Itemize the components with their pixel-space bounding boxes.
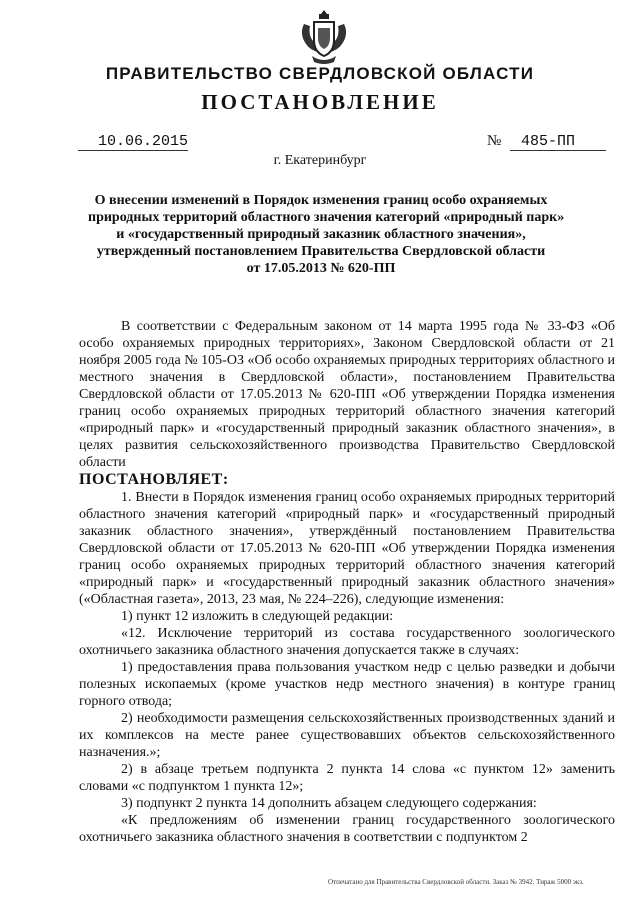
document-number: 485-ПП	[521, 133, 576, 150]
body-paragraph: 3) подпункт 2 пункта 14 дополнить абзацем следующего содержания:	[121, 796, 537, 811]
coat-of-arms-emblem	[298, 8, 350, 66]
date-underline	[78, 150, 188, 151]
title-line: природных территорий областного значения категорий «природный парк»	[88, 210, 565, 225]
body-paragraph: 2) необходимости размещения сельскохозяйственных производственных зданий и их комплексов на месте ранее существовавших объектов сельскохозяйственного назначения.»;	[79, 711, 615, 760]
body-paragraph: 1. Внести в Порядок изменения границ особо охраняемых природных территорий областного значения категорий «природный парк» и «государственный природный заказник областного значения», утверждённый постановлением Правительства Свердловской области от 17.05.2013 № 620-ПП «Об утверждении Порядка изменения границ особо охраняемых природных территорий областного значения категорий «природный парк» и «государственный природный заказник областного значения» («Областная газета», 2013, 23 мая, № 224–226), следующие изменения:	[79, 490, 615, 607]
title-line: и «государственный природный заказник областного значения»,	[116, 227, 526, 242]
body-paragraph: 1) предоставления права пользования участком недр с целью разведки и добычи полезных ископаемых (кроме участков недр местного значения) в контуре границ горного отвода;	[79, 660, 615, 709]
organization-name: ПРАВИТЕЛЬСТВО СВЕРДЛОВСКОЙ ОБЛАСТИ	[105, 64, 535, 83]
body-paragraph: «К предложениям об изменении границ государственного зоологического охотничьего заказника областного значения в соответствии с подпунктом 2	[79, 813, 615, 845]
city: г. Екатеринбург	[273, 153, 367, 168]
body-paragraph: 2) в абзаце третьем подпункта 2 пункта 14 слова «с пунктом 12» заменить словами «с подпунктом 1 пункта 12»;	[79, 762, 615, 794]
number-sign: №	[487, 133, 502, 149]
body-paragraph: «12. Исключение территорий из состава государственного зоологического охотничьего заказника областного значения допускается также в случаях:	[79, 626, 615, 658]
document-title	[88, 192, 565, 277]
document-type: ПОСТАНОВЛЕНИЕ	[201, 90, 439, 114]
title-line: утвержденный постановлением Правительства Свердловской области	[96, 244, 546, 259]
print-footer: Отпечатано для Правительства Свердловской области. Заказ № 3942. Тираж 5000 экз.	[328, 878, 584, 886]
decree-word: ПОСТАНОВЛЯЕТ:	[79, 471, 229, 488]
preamble-paragraph: В соответствии с Федеральным законом от 14 марта 1995 года № 33-ФЗ «Об особо охраняемых природных территориях», Законом Свердловской области от 21 ноября 2005 года № 105-ОЗ «Об особо охраняемых природных территориях областного и местного значения в Свердловской области», постановлением Правительства Свердловской области от 17.05.2013 № 620-ПП «Об утверждении Порядка изменения границ особо охраняемых природных территорий областного значения категорий «природный парк» и «государственный природный заказник областного значения», в целях развития сельскохозяйственного производства Правительство Свердловской области	[79, 319, 615, 470]
document-body	[79, 318, 615, 846]
body-paragraph: 1) пункт 12 изложить в следующей редакции:	[121, 609, 394, 624]
number-underline	[510, 150, 606, 151]
document-date: 10.06.2015	[98, 133, 189, 150]
title-line: от 17.05.2013 № 620-ПП	[246, 261, 396, 276]
title-line: О внесении изменений в Порядок изменения границ особо охраняемых	[94, 193, 548, 208]
